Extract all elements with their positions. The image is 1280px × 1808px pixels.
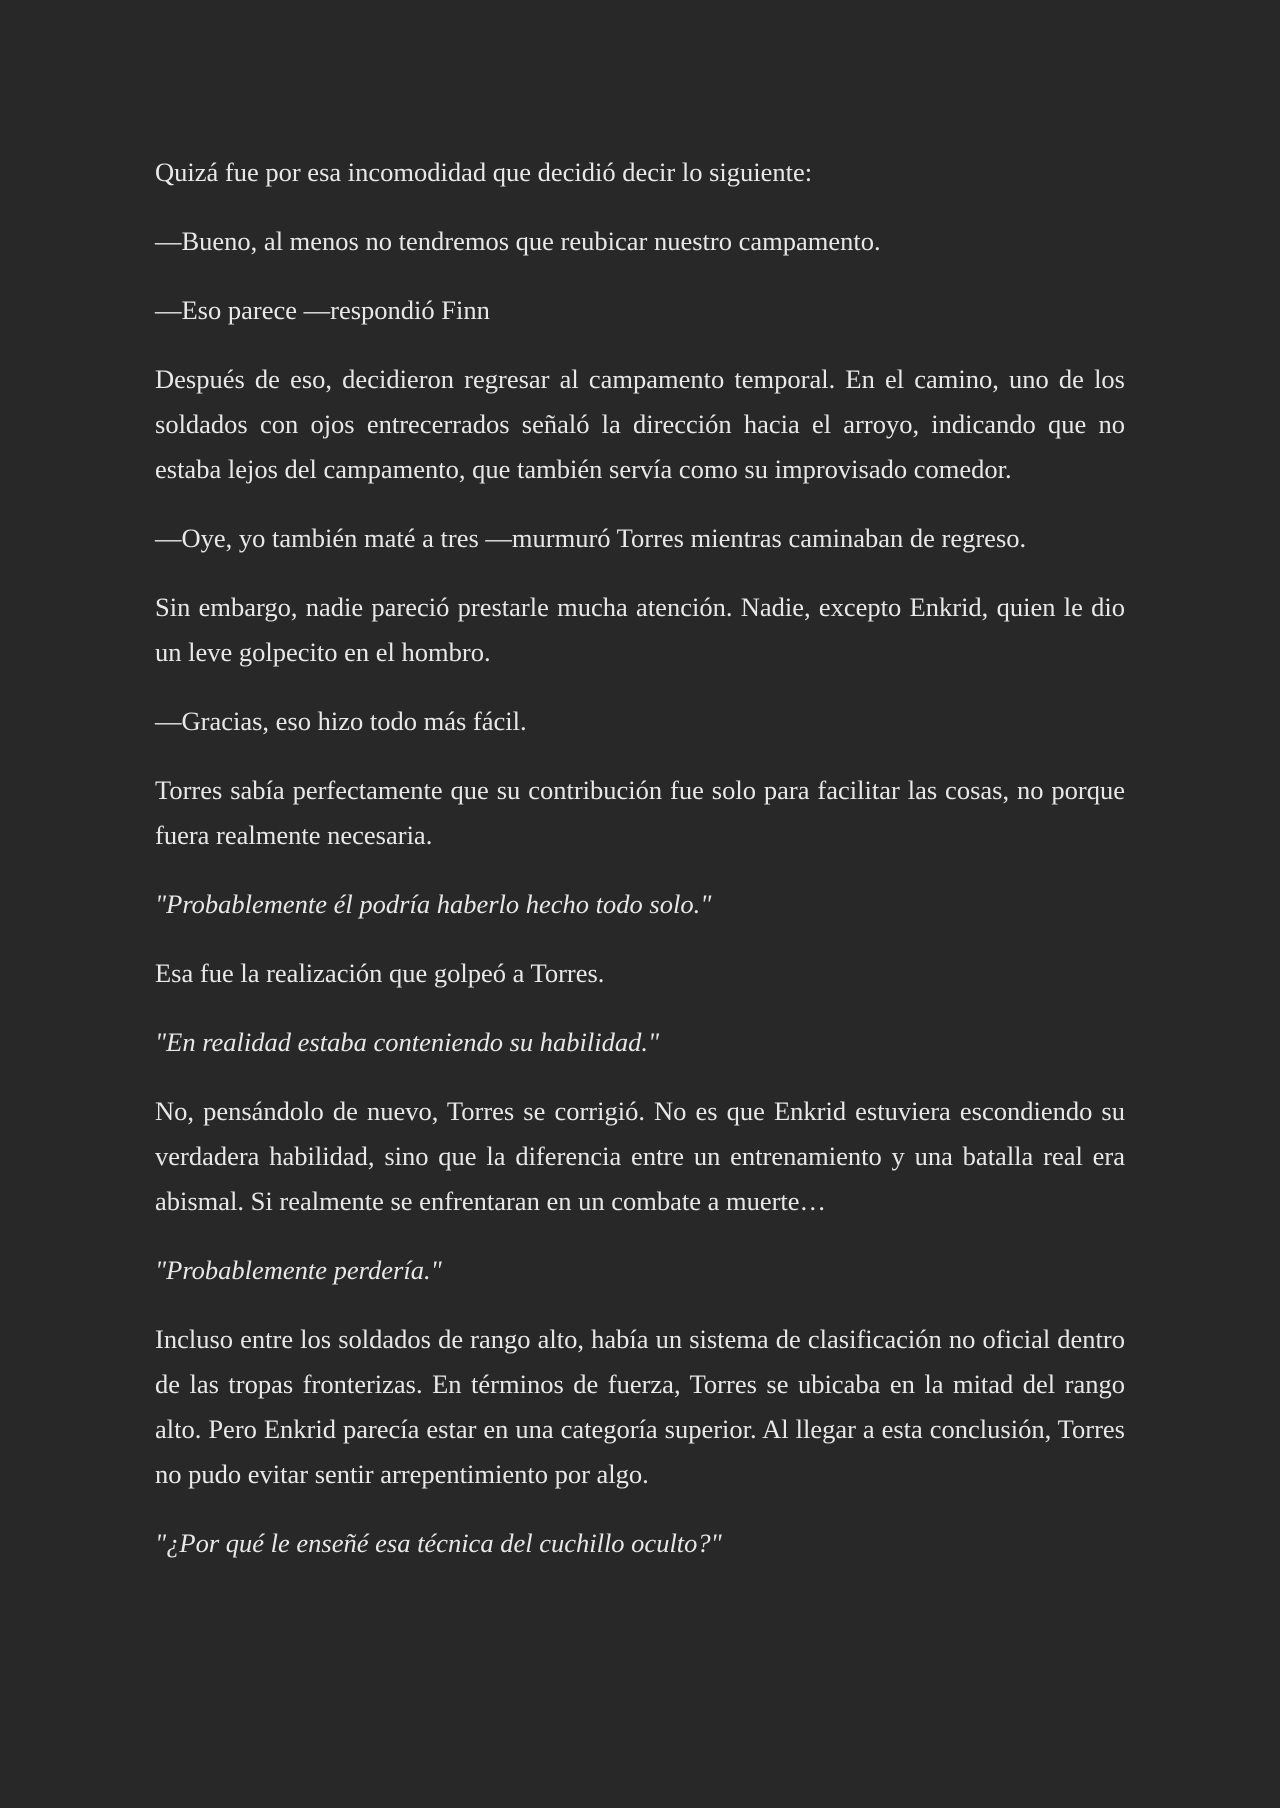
dialogue-line: —Bueno, al menos no tendremos que reubicar nuestro campamento. bbox=[155, 226, 881, 256]
inner-thought: "En realidad estaba conteniendo su habilidad." bbox=[155, 1027, 660, 1057]
dialogue-line: —Eso parece —respondió Finn bbox=[155, 295, 490, 325]
paragraph: Esa fue la realización que golpeó a Torres. bbox=[155, 958, 605, 988]
dialogue-line: —Oye, yo también maté a tres —murmuró Torres mientras caminaban de regreso. bbox=[155, 523, 1027, 553]
paragraph: Incluso entre los soldados de rango alto, había un sistema de clasificación no oficial dentro de las tropas fronterizas. En términos de fuerza, Torres se ubicaba en la mitad del rango alto. Pero Enkrid parecía estar en una categoría superior. Al llegar a esta conclusión, Torres no pudo evitar sentir arrepentimiento por algo. bbox=[155, 1324, 1125, 1489]
chapter-text bbox=[155, 150, 1125, 1590]
dialogue-line: —Gracias, eso hizo todo más fácil. bbox=[155, 706, 527, 736]
inner-thought: "¿Por qué le enseñé esa técnica del cuchillo oculto?" bbox=[155, 1528, 722, 1558]
inner-thought: "Probablemente él podría haberlo hecho todo solo." bbox=[155, 889, 712, 919]
paragraph: Torres sabía perfectamente que su contribución fue solo para facilitar las cosas, no porque fuera realmente necesaria. bbox=[155, 775, 1125, 850]
paragraph: Después de eso, decidieron regresar al campamento temporal. En el camino, uno de los soldados con ojos entrecerrados señaló la dirección hacia el arroyo, indicando que no estaba lejos del campamento, que también servía como su improvisado comedor. bbox=[155, 364, 1125, 484]
inner-thought: "Probablemente perdería." bbox=[155, 1255, 442, 1285]
paragraph: Sin embargo, nadie pareció prestarle mucha atención. Nadie, excepto Enkrid, quien le dio un leve golpecito en el hombro. bbox=[155, 592, 1125, 667]
paragraph: Quizá fue por esa incomodidad que decidió decir lo siguiente: bbox=[155, 157, 813, 187]
paragraph: No, pensándolo de nuevo, Torres se corrigió. No es que Enkrid estuviera escondiendo su verdadera habilidad, sino que la diferencia entre un entrenamiento y una batalla real era abismal. Si realmente se enfrentaran en un combate a muerte… bbox=[155, 1096, 1125, 1216]
